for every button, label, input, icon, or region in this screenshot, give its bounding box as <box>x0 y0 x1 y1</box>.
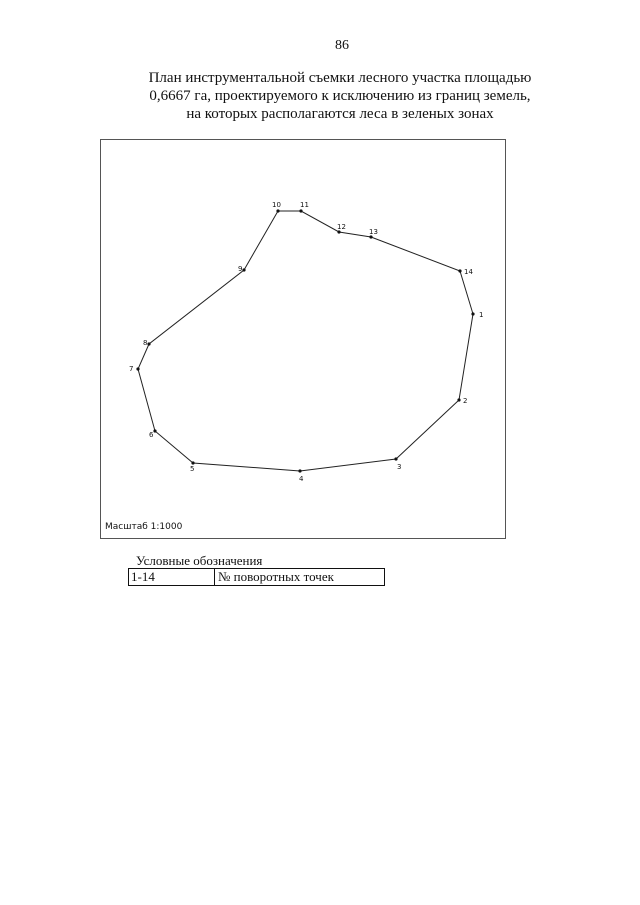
turning-point-marker <box>471 312 474 315</box>
plan-drawing <box>101 140 507 540</box>
legend-description-cell: № поворотных точек <box>218 569 334 584</box>
document-title <box>120 69 560 123</box>
turning-point-label: 8 <box>143 339 148 347</box>
title-line-2: 0,6667 га, проектируемого к исключению из границ земель, <box>149 88 531 104</box>
turning-point-marker <box>458 269 461 272</box>
parcel-boundary <box>138 211 473 471</box>
legend-table <box>128 568 385 586</box>
turning-point-marker <box>153 429 156 432</box>
turning-point-label: 11 <box>300 201 309 209</box>
turning-point-label: 1 <box>479 311 484 319</box>
turning-point-label: 5 <box>190 465 195 473</box>
scale-label: Масштаб 1:1000 <box>105 522 183 532</box>
turning-point-label: 6 <box>149 431 154 439</box>
turning-point-marker <box>147 342 150 345</box>
turning-point-label: 12 <box>337 223 346 231</box>
turning-point-label: 10 <box>272 201 281 209</box>
turning-point-label: 14 <box>464 268 473 276</box>
page-number: 86 <box>335 38 349 53</box>
turning-point-label: 2 <box>463 397 468 405</box>
turning-point-marker <box>394 457 397 460</box>
turning-point-label: 13 <box>369 228 378 236</box>
turning-point-label: 9 <box>238 265 243 273</box>
title-line-1: План инструментальной съемки лесного участка площадью <box>148 70 532 86</box>
turning-point-marker <box>299 209 302 212</box>
legend-code-cell: 1-14 <box>129 569 215 585</box>
legend-title: Условные обозначения <box>136 553 263 568</box>
turning-point-marker <box>242 268 245 271</box>
turning-point-marker <box>457 398 460 401</box>
turning-point-marker <box>276 209 279 212</box>
survey-plan <box>100 139 506 539</box>
turning-point-label: 4 <box>299 475 304 483</box>
turning-point-marker <box>298 469 301 472</box>
turning-point-label: 3 <box>397 463 402 471</box>
title-line-3: на которых располагаются леса в зеленых зонах <box>186 106 494 122</box>
turning-point-label: 7 <box>129 365 134 373</box>
turning-point-marker <box>136 367 139 370</box>
